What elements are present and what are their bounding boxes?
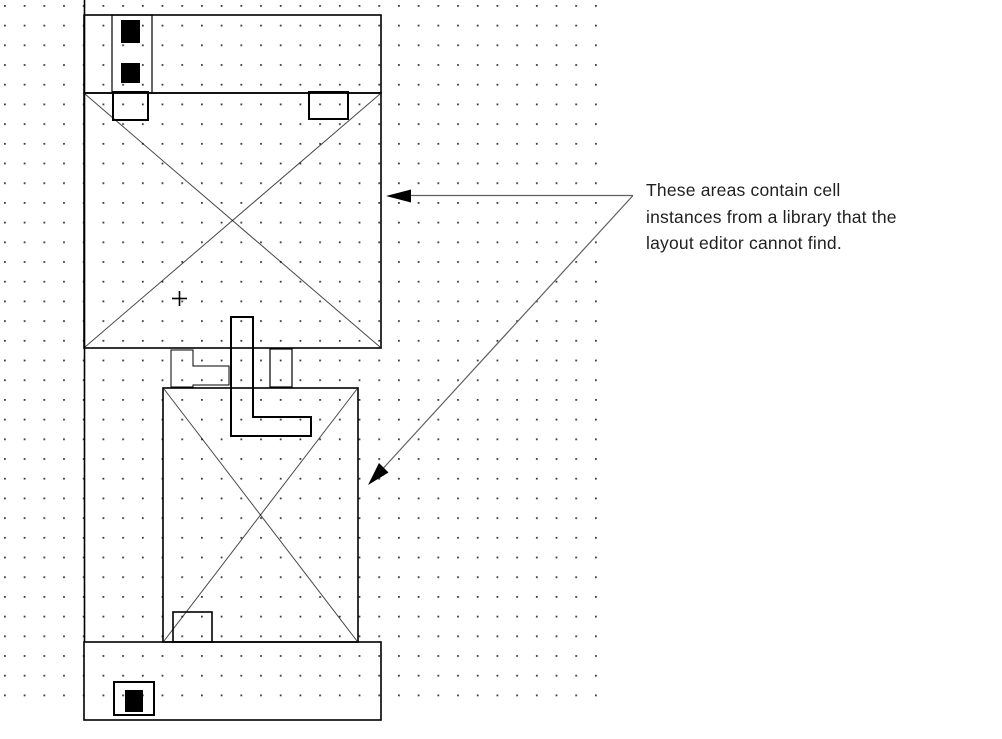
- annotation-line-1: These areas contain cell: [646, 180, 841, 200]
- contact-square-top-2: [121, 63, 140, 83]
- contact-square-bottom: [125, 690, 143, 712]
- annotation-line-3: layout editor cannot find.: [646, 233, 842, 253]
- contact-square-top-1: [121, 20, 140, 43]
- annotation-line-2: instances from a library that the: [646, 206, 897, 227]
- annotation-text: [646, 177, 956, 257]
